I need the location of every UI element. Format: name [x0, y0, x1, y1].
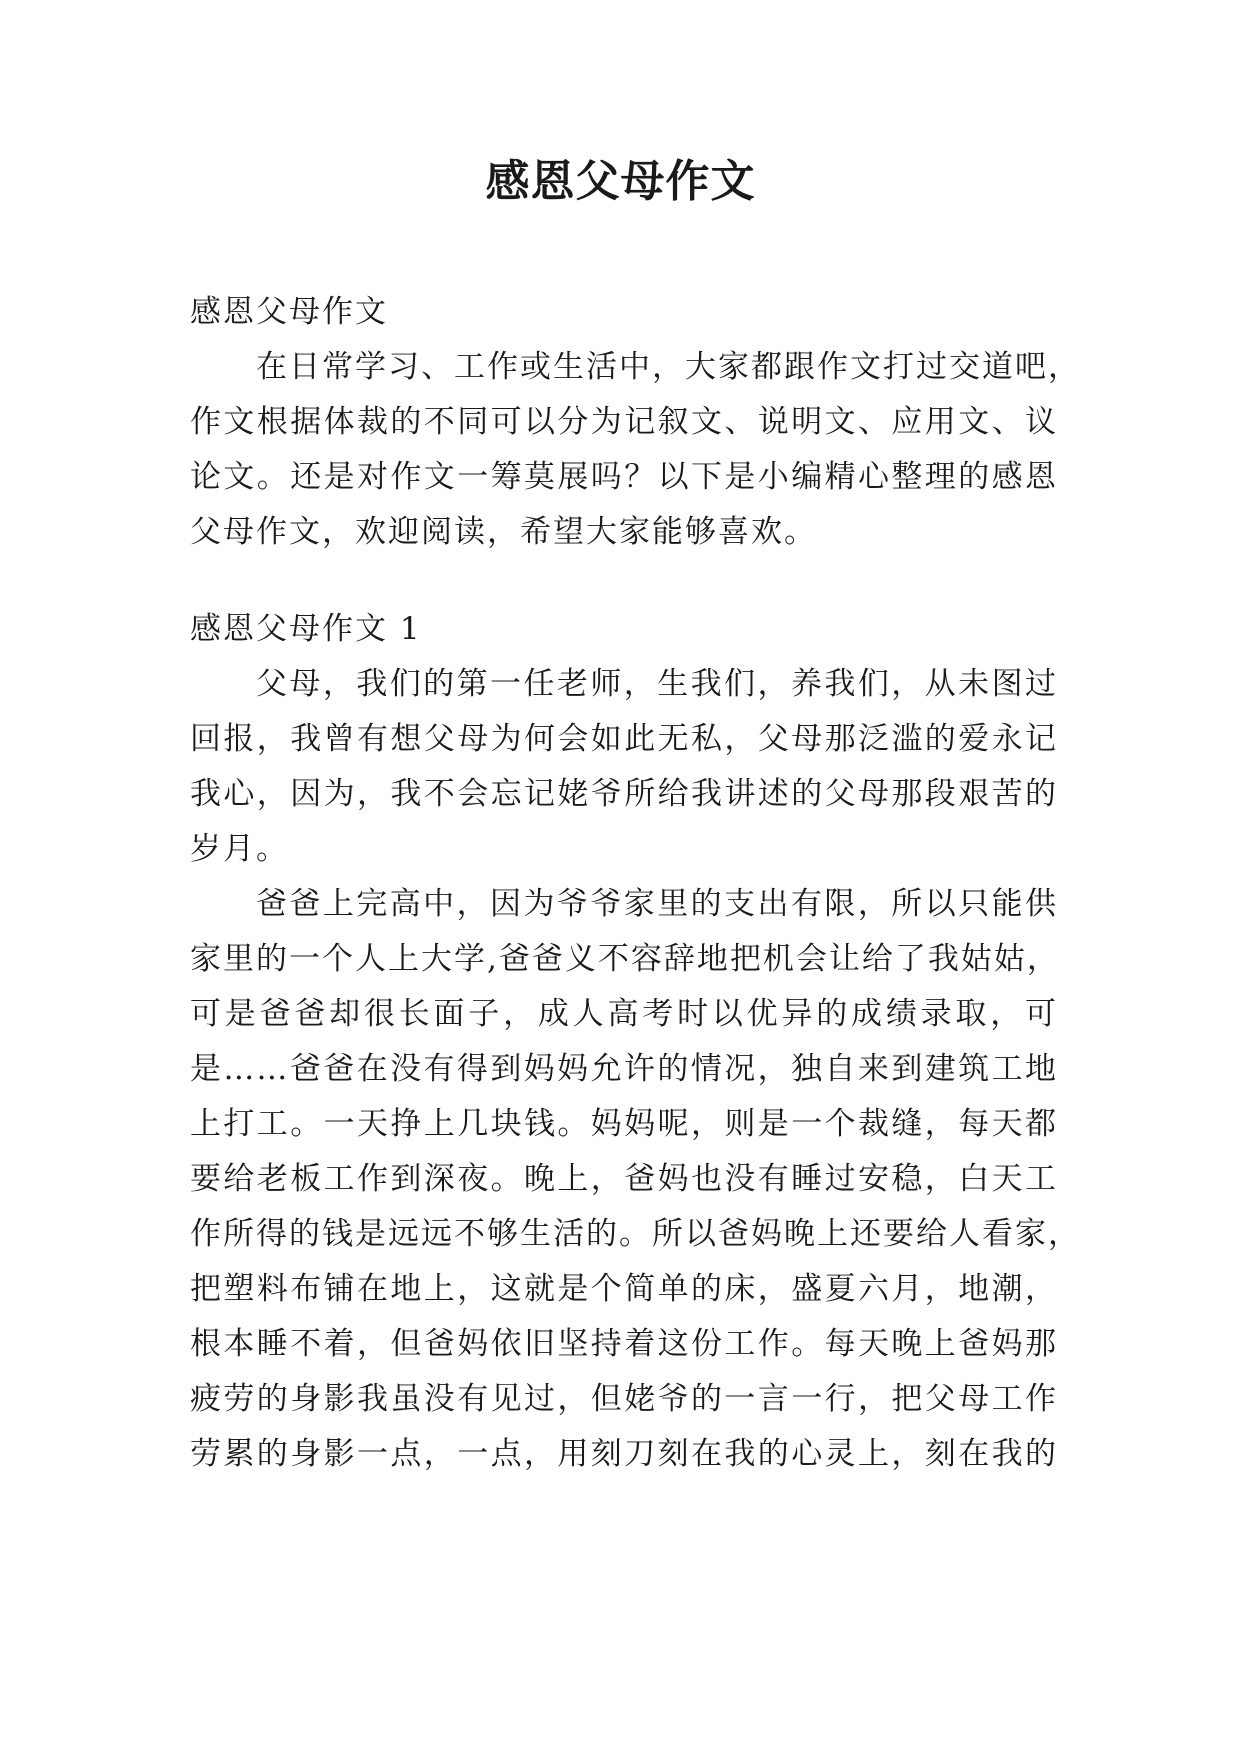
intro-line: 在日常学习、工作或生活中，大家都跟作文打过交道吧，: [256, 349, 1081, 385]
document-body: [190, 285, 1081, 1482]
document-title: 感恩父母作文: [485, 156, 756, 207]
essay1-p2-line: 上打工。一天挣上几块钱。妈妈呢，则是一个裁缝，每天都: [190, 1106, 1058, 1142]
essay1-p1-line: 我心，因为，我不会忘记姥爷所给我讲述的父母那段艰苦的: [190, 776, 1058, 812]
essay1-p2-line: 是……爸爸在没有得到妈妈允许的情况，独自来到建筑工地: [190, 1051, 1058, 1087]
essay1-p2-line: 疲劳的身影我虽没有见过，但姥爷的一言一行，把父母工作: [190, 1381, 1058, 1417]
intro-line: 父母作文，欢迎阅读，希望大家能够喜欢。: [190, 514, 817, 550]
essay1-p1-line: 父母，我们的第一任老师，生我们，养我们，从未图过: [256, 666, 1058, 702]
essay1-p2-line: 把塑料布铺在地上，这就是个简单的床，盛夏六月，地潮，: [190, 1271, 1058, 1307]
essay1-p2-line: 家里的一个人上大学,爸爸义不容辞地把机会让给了我姑姑，: [190, 941, 1060, 977]
section-spacer: [190, 560, 1058, 602]
essay1-p2-line: 可是爸爸却很长面子，成人高考时以优异的成绩录取，可: [190, 996, 1058, 1032]
essay1-p2-line: 要给老板工作到深夜。晚上，爸妈也没有睡过安稳，白天工: [190, 1161, 1058, 1197]
essay1-p2-line: 根本睡不着，但爸妈依旧坚持着这份工作。每天晚上爸妈那: [190, 1326, 1058, 1362]
essay1-p1-line: 回报，我曾有想父母为何会如此无私，父母那泛滥的爱永记: [190, 721, 1058, 757]
essay1-p2-line: 爸爸上完高中，因为爷爷家里的支出有限，所以只能供: [256, 886, 1058, 922]
essay1-p2-line: 劳累的身影一点，一点，用刻刀刻在我的心灵上，刻在我的: [190, 1436, 1058, 1472]
intro-heading: 感恩父母作文: [190, 294, 388, 330]
essay1-p1-line: 岁月。: [190, 831, 289, 867]
intro-line: 论文。还是对作文一筹莫展吗？以下是小编精心整理的感恩: [190, 459, 1058, 495]
essay1-heading: 感恩父母作文 1: [190, 611, 422, 647]
intro-line: 作文根据体裁的不同可以分为记叙文、说明文、应用文、议: [190, 404, 1058, 440]
essay1-p2-line: 作所得的钱是远远不够生活的。所以爸妈晚上还要给人看家，: [190, 1216, 1081, 1252]
